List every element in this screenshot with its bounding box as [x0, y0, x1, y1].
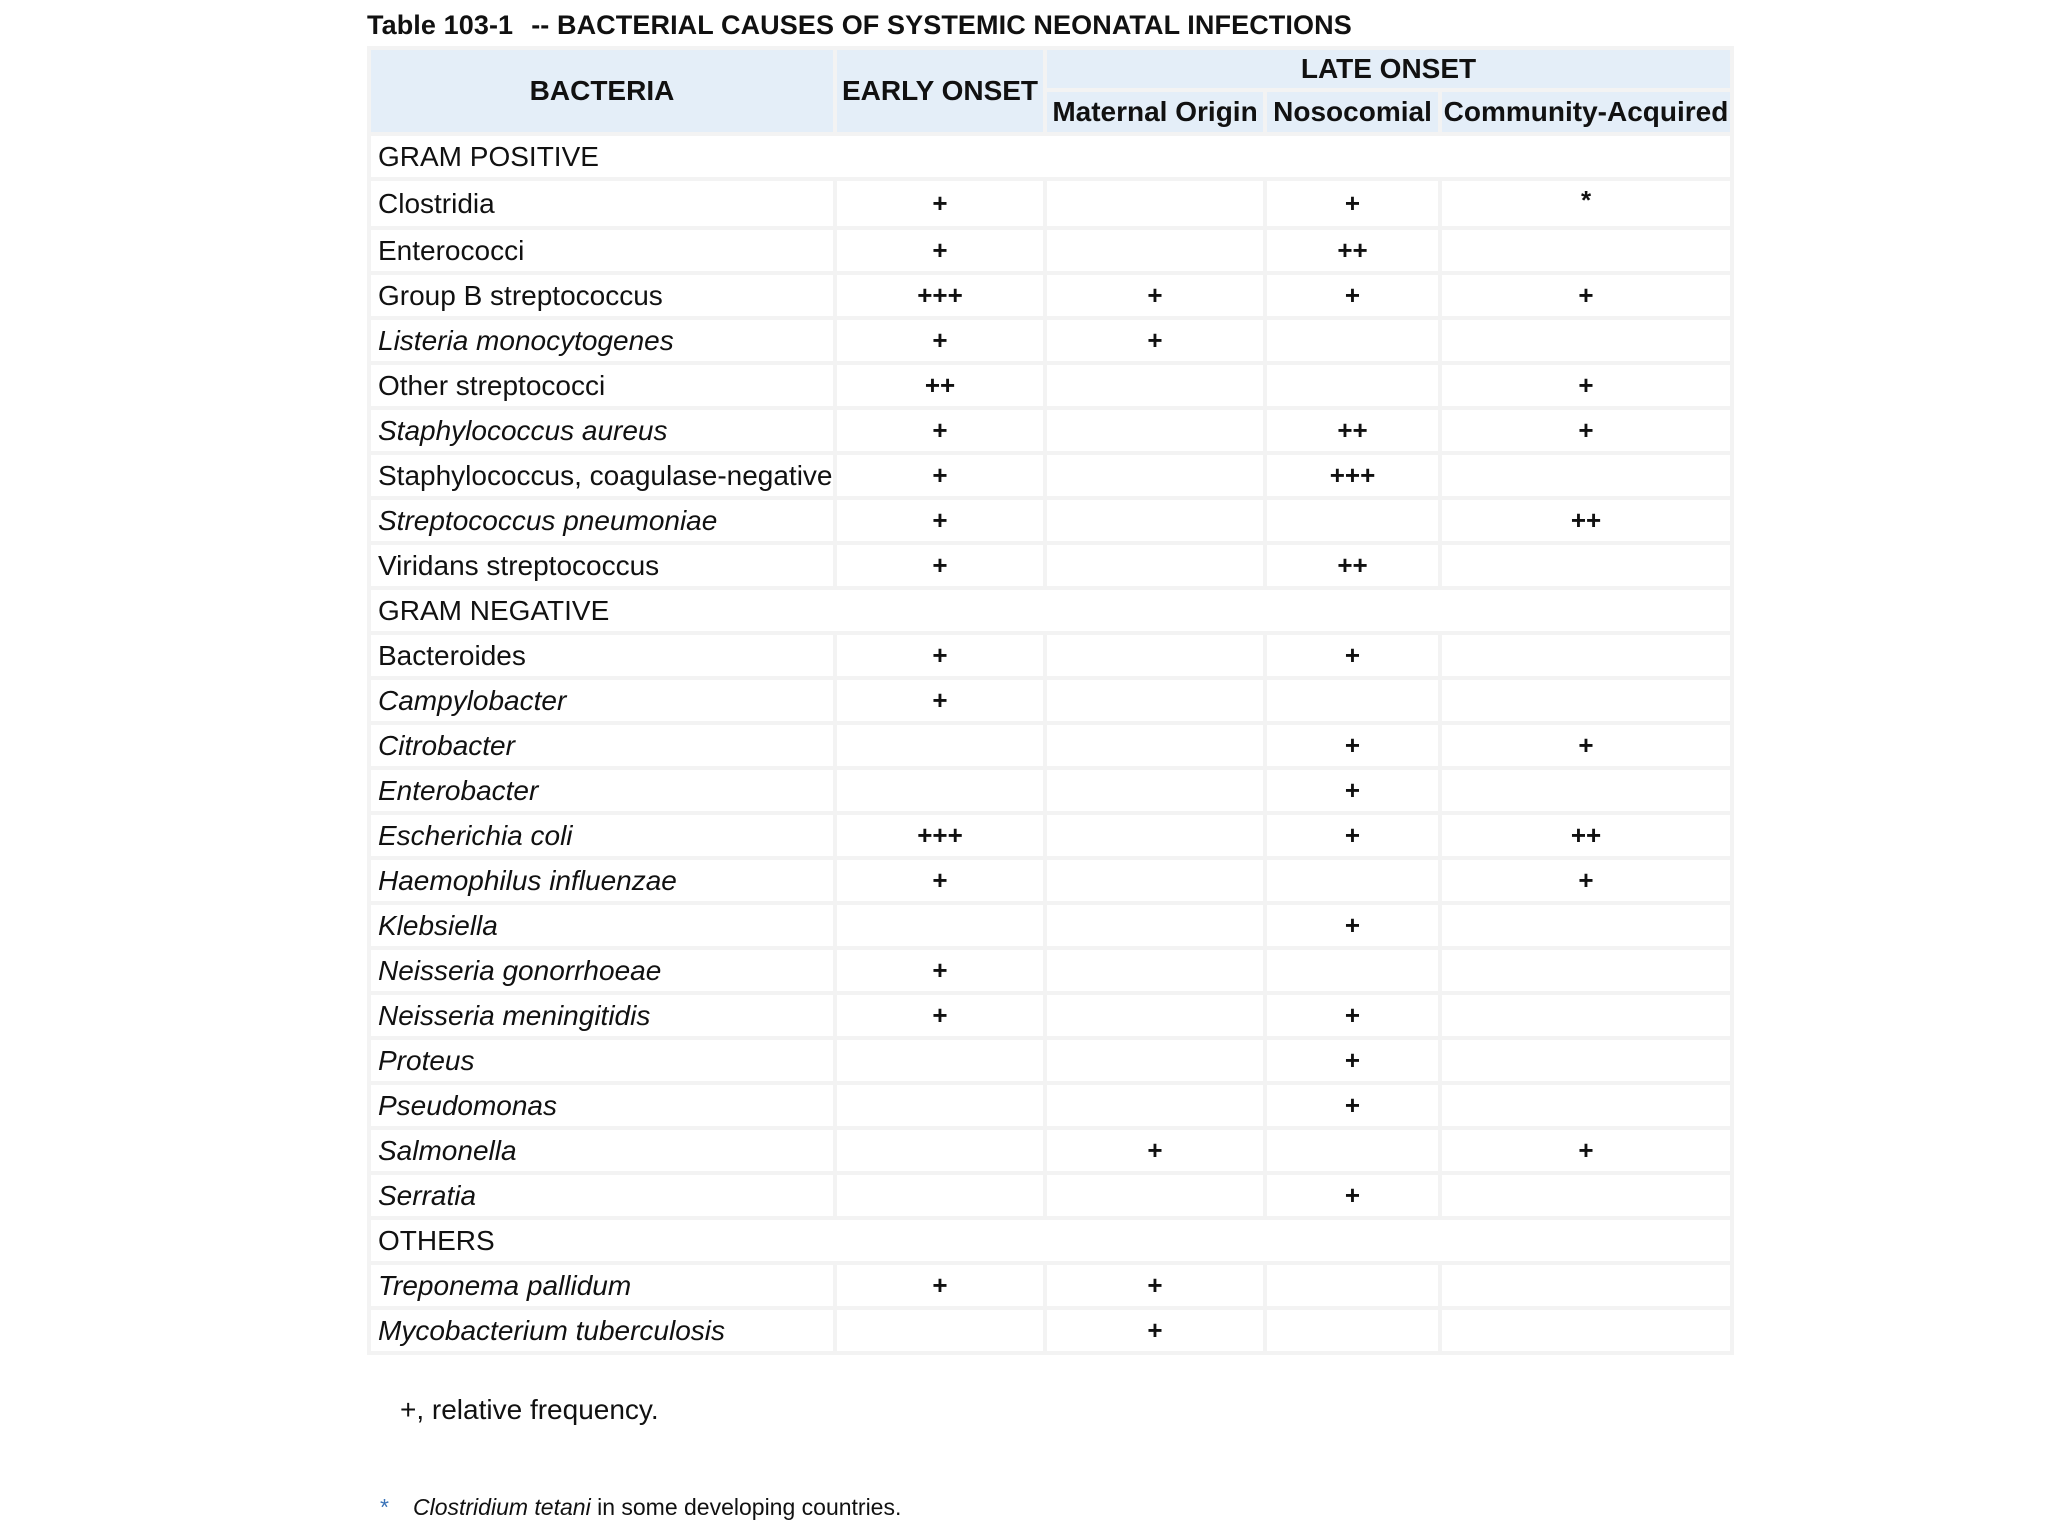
table-row — [371, 500, 1730, 541]
frequency-cell-maternal — [1047, 365, 1263, 406]
bacteria-name: Other streptococci — [371, 365, 833, 406]
frequency-cell-community — [1442, 230, 1730, 271]
frequency-cell-nosocomial: + — [1267, 275, 1438, 316]
frequency-cell-maternal — [1047, 905, 1263, 946]
bacteria-name: Clostridia — [371, 181, 833, 226]
section-label: OTHERS — [371, 1220, 1730, 1261]
table-row — [371, 1040, 1730, 1081]
frequency-cell-maternal — [1047, 635, 1263, 676]
frequency-cell-early: + — [837, 635, 1043, 676]
table-title — [367, 10, 1352, 41]
section-label: GRAM NEGATIVE — [371, 590, 1730, 631]
section-row — [371, 136, 1730, 177]
footnote-asterisk: * — [380, 1494, 389, 1520]
frequency-cell-maternal: + — [1047, 275, 1263, 316]
bacteria-name: Enterobacter — [371, 770, 833, 811]
frequency-cell-early: + — [837, 500, 1043, 541]
frequency-cell-community: + — [1442, 410, 1730, 451]
frequency-cell-early: + — [837, 1265, 1043, 1306]
table-row — [371, 1130, 1730, 1171]
bacteria-name: Staphylococcus aureus — [371, 410, 833, 451]
frequency-cell-early: + — [837, 455, 1043, 496]
frequency-cell-maternal — [1047, 815, 1263, 856]
bacteria-table — [367, 46, 1734, 1355]
bacteria-name: Serratia — [371, 1175, 833, 1216]
frequency-cell-community — [1442, 545, 1730, 586]
frequency-cell-maternal: + — [1047, 1130, 1263, 1171]
frequency-cell-early: + — [837, 995, 1043, 1036]
table-row — [371, 680, 1730, 721]
frequency-cell-community — [1442, 1265, 1730, 1306]
frequency-cell-maternal — [1047, 455, 1263, 496]
frequency-cell-community: + — [1442, 1130, 1730, 1171]
frequency-cell-community — [1442, 680, 1730, 721]
frequency-cell-nosocomial: + — [1267, 635, 1438, 676]
frequency-cell-early — [837, 1085, 1043, 1126]
bacteria-name: Neisseria gonorrhoeae — [371, 950, 833, 991]
header-late-onset: LATE ONSET — [1047, 50, 1730, 88]
bacteria-name: Listeria monocytogenes — [371, 320, 833, 361]
table-row — [371, 320, 1730, 361]
frequency-cell-early: +++ — [837, 815, 1043, 856]
frequency-cell-nosocomial — [1267, 860, 1438, 901]
frequency-cell-maternal — [1047, 1085, 1263, 1126]
header-nosocomial: Nosocomial — [1267, 92, 1438, 132]
frequency-cell-maternal — [1047, 860, 1263, 901]
footnote-species: Clostridium tetani — [413, 1494, 591, 1520]
table-row — [371, 365, 1730, 406]
frequency-cell-community — [1442, 1175, 1730, 1216]
frequency-cell-nosocomial: + — [1267, 995, 1438, 1036]
bacteria-name: Mycobacterium tuberculosis — [371, 1310, 833, 1351]
table-row — [371, 1085, 1730, 1126]
bacteria-name: Salmonella — [371, 1130, 833, 1171]
frequency-cell-nosocomial — [1267, 1310, 1438, 1351]
frequency-cell-nosocomial: ++ — [1267, 410, 1438, 451]
frequency-cell-community — [1442, 1310, 1730, 1351]
table-number: Table 103-1 — [367, 10, 514, 40]
frequency-cell-community — [1442, 995, 1730, 1036]
frequency-cell-community: ++ — [1442, 815, 1730, 856]
table-row — [371, 770, 1730, 811]
frequency-cell-nosocomial: ++ — [1267, 545, 1438, 586]
bacteria-name: Group B streptococcus — [371, 275, 833, 316]
bacteria-name: Neisseria meningitidis — [371, 995, 833, 1036]
frequency-cell-early: + — [837, 410, 1043, 451]
frequency-cell-early: + — [837, 320, 1043, 361]
table-row — [371, 860, 1730, 901]
bacteria-name: Pseudomonas — [371, 1085, 833, 1126]
footnote — [380, 1494, 901, 1521]
frequency-cell-early: + — [837, 230, 1043, 271]
frequency-cell-maternal — [1047, 181, 1263, 226]
frequency-cell-early: + — [837, 181, 1043, 226]
table-row — [371, 725, 1730, 766]
header-early-onset: EARLY ONSET — [837, 50, 1043, 132]
frequency-cell-early — [837, 1130, 1043, 1171]
frequency-cell-early — [837, 770, 1043, 811]
frequency-cell-nosocomial — [1267, 500, 1438, 541]
footnote-text: in some developing countries. — [590, 1494, 902, 1520]
frequency-cell-community — [1442, 770, 1730, 811]
table-row — [371, 635, 1730, 676]
table-row — [371, 181, 1730, 226]
frequency-cell-nosocomial — [1267, 680, 1438, 721]
frequency-cell-community: * — [1442, 181, 1730, 226]
bacteria-name: Staphylococcus, coagulase-negative — [371, 455, 833, 496]
table-row — [371, 815, 1730, 856]
frequency-cell-maternal: + — [1047, 1310, 1263, 1351]
frequency-cell-nosocomial: + — [1267, 770, 1438, 811]
bacteria-name: Enterococci — [371, 230, 833, 271]
table-row — [371, 455, 1730, 496]
frequency-cell-maternal — [1047, 545, 1263, 586]
frequency-cell-nosocomial — [1267, 365, 1438, 406]
table-row — [371, 1175, 1730, 1216]
table-caption: -- BACTERIAL CAUSES OF SYSTEMIC NEONATAL INFECTIONS — [531, 10, 1352, 40]
frequency-cell-maternal — [1047, 950, 1263, 991]
frequency-cell-community: + — [1442, 275, 1730, 316]
table-row — [371, 1310, 1730, 1351]
bacteria-name: Escherichia coli — [371, 815, 833, 856]
bacteria-name: Campylobacter — [371, 680, 833, 721]
bacteria-name: Haemophilus influenzae — [371, 860, 833, 901]
header-community-acquired: Community-Acquired — [1442, 92, 1730, 132]
table-row — [371, 905, 1730, 946]
table-row — [371, 230, 1730, 271]
frequency-cell-early: +++ — [837, 275, 1043, 316]
frequency-cell-early: + — [837, 950, 1043, 991]
section-row — [371, 590, 1730, 631]
bacteria-name: Proteus — [371, 1040, 833, 1081]
frequency-cell-early — [837, 1175, 1043, 1216]
table-body — [371, 136, 1730, 1351]
frequency-cell-community — [1442, 635, 1730, 676]
frequency-cell-community: + — [1442, 725, 1730, 766]
frequency-cell-maternal — [1047, 770, 1263, 811]
header-maternal-origin: Maternal Origin — [1047, 92, 1263, 132]
frequency-cell-early — [837, 905, 1043, 946]
table-row — [371, 1265, 1730, 1306]
frequency-cell-early: ++ — [837, 365, 1043, 406]
frequency-cell-nosocomial: + — [1267, 905, 1438, 946]
frequency-cell-maternal — [1047, 500, 1263, 541]
frequency-cell-maternal — [1047, 680, 1263, 721]
table-row — [371, 275, 1730, 316]
table-row — [371, 410, 1730, 451]
frequency-cell-nosocomial — [1267, 950, 1438, 991]
frequency-cell-early: + — [837, 545, 1043, 586]
bacteria-name: Viridans streptococcus — [371, 545, 833, 586]
frequency-cell-maternal: + — [1047, 320, 1263, 361]
frequency-cell-maternal — [1047, 995, 1263, 1036]
frequency-cell-nosocomial: + — [1267, 1040, 1438, 1081]
frequency-cell-nosocomial — [1267, 1265, 1438, 1306]
frequency-cell-maternal — [1047, 1040, 1263, 1081]
bacteria-name: Citrobacter — [371, 725, 833, 766]
frequency-cell-community — [1442, 950, 1730, 991]
frequency-cell-maternal — [1047, 1175, 1263, 1216]
frequency-cell-nosocomial: ++ — [1267, 230, 1438, 271]
table-row — [371, 545, 1730, 586]
table-header — [371, 50, 1730, 132]
frequency-cell-community: ++ — [1442, 500, 1730, 541]
frequency-cell-community — [1442, 455, 1730, 496]
frequency-cell-nosocomial — [1267, 320, 1438, 361]
frequency-cell-community — [1442, 320, 1730, 361]
frequency-cell-community — [1442, 1040, 1730, 1081]
frequency-cell-community: + — [1442, 860, 1730, 901]
frequency-cell-nosocomial: + — [1267, 725, 1438, 766]
frequency-cell-early: + — [837, 860, 1043, 901]
frequency-cell-maternal — [1047, 230, 1263, 271]
frequency-cell-community — [1442, 1085, 1730, 1126]
frequency-cell-maternal — [1047, 410, 1263, 451]
bacteria-name: Klebsiella — [371, 905, 833, 946]
header-bacteria: BACTERIA — [371, 50, 833, 132]
table-row — [371, 995, 1730, 1036]
frequency-cell-nosocomial: + — [1267, 1175, 1438, 1216]
frequency-cell-early: + — [837, 680, 1043, 721]
frequency-cell-early — [837, 1040, 1043, 1081]
frequency-cell-community: + — [1442, 365, 1730, 406]
bacteria-name: Treponema pallidum — [371, 1265, 833, 1306]
frequency-cell-nosocomial — [1267, 1130, 1438, 1171]
frequency-cell-nosocomial: + — [1267, 181, 1438, 226]
frequency-cell-nosocomial: + — [1267, 1085, 1438, 1126]
frequency-cell-early — [837, 1310, 1043, 1351]
frequency-cell-community — [1442, 905, 1730, 946]
legend: +, relative frequency. — [400, 1394, 659, 1425]
frequency-cell-nosocomial: + — [1267, 815, 1438, 856]
frequency-cell-maternal: + — [1047, 1265, 1263, 1306]
section-row — [371, 1220, 1730, 1261]
bacteria-name: Streptococcus pneumoniae — [371, 500, 833, 541]
frequency-cell-early — [837, 725, 1043, 766]
section-label: GRAM POSITIVE — [371, 136, 1730, 177]
table-row — [371, 950, 1730, 991]
frequency-cell-nosocomial: +++ — [1267, 455, 1438, 496]
bacteria-name: Bacteroides — [371, 635, 833, 676]
frequency-cell-maternal — [1047, 725, 1263, 766]
